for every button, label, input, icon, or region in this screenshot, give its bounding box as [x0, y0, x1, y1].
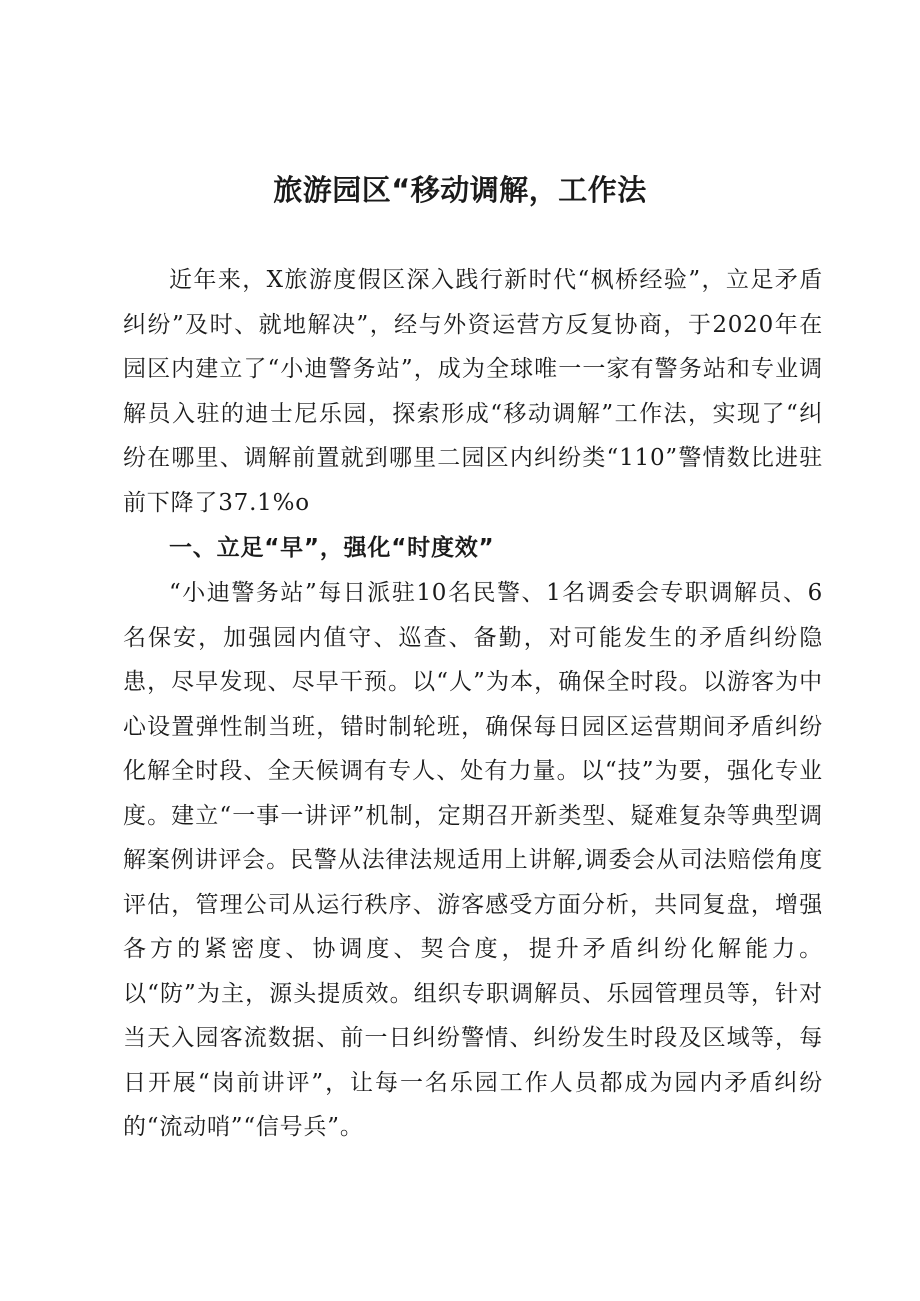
document-body: [123, 258, 823, 1150]
intro-paragraph: 近年来，X旅游度假区深入践行新时代“枫桥经验”，立足矛盾纠纷”及时、就地解决”，经与外资运营方反复协商，于2020年在园区内建立了“小迪警务站”，成为全球唯一一家有警务站和专业调解员入驻的迪士尼乐园，探索形成“移动调解”工作法，实现了“纠纷在哪里、调解前置就到哪里二园区内纠纷类“110”警情数比进驻前下降了37.1%o: [123, 267, 823, 516]
document-title: 旅游园区“移动调解，工作法: [273, 173, 647, 207]
section-1-paragraph: “小迪警务站”每日派驻10名民警、1名调委会专职调解员、6名保安，加强园内值守、巡查、备勤，对可能发生的矛盾纠纷隐患，尽早发现、尽早干预。以“人”为本，确保全时段。以游客为中心设置弹性制当班，错时制轮班，确保每日园区运营期间矛盾纠纷化解全时段、全天候调有专人、处有力量。以“技”为要，强化专业度。建立“一事一讲评”机制，定期召开新类型、疑难复杂等典型调解案例讲评会。民警从法律法规适用上讲解,调委会从司法赔偿角度评估，管理公司从运行秩序、游客感受方面分析，共同复盘，增强各方的紧密度、协调度、契合度，提升矛盾纠纷化解能力。以“防”为主，源头提质效。组织专职调解员、乐园管理员等，针对当天入园客流数据、前一日纠纷警情、纠纷发生时段及区域等，每日开展“岗前讲评”，让每一名乐园工作人员都成为园内矛盾纠纷的“流动哨”“信号兵”。: [123, 580, 823, 1140]
section-heading-1: 一、立足“早”，强化“时度效”: [169, 535, 495, 561]
